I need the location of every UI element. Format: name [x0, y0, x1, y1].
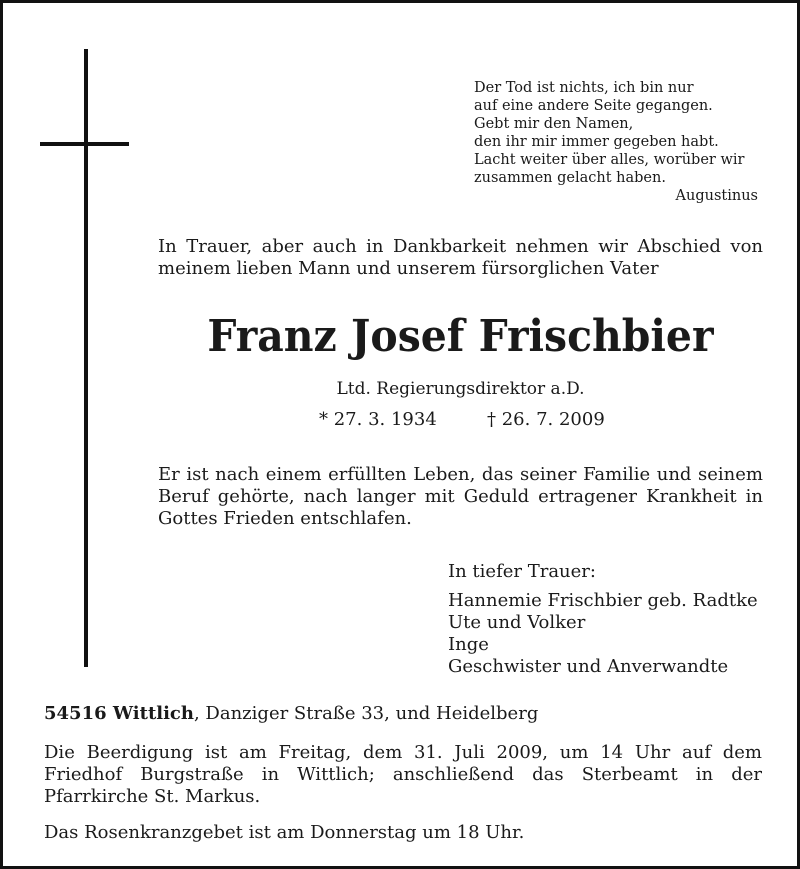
quote-line: Gebt mir den Namen, — [474, 116, 634, 132]
mourner-name: Geschwister und Anverwandte — [448, 656, 729, 677]
mourner-name: Hannemie Frischbier geb. Radtke — [448, 590, 758, 611]
deceased-name: Franz Josef Frischbier — [207, 311, 714, 362]
rosary-info: Das Rosenkranzgebet ist am Donnerstag um 18 Uhr. — [44, 822, 525, 843]
deceased-title: Ltd. Regierungsdirektor a.D. — [336, 379, 585, 399]
funeral-info: Die Beerdigung ist am Freitag, dem 31. Juli 2009, um 14 Uhr auf dem Friedhof Burgstraße in Wittlich; anschließend das Sterbeamt in der Pfarrkirche St. Markus. — [44, 742, 762, 807]
quote-line: den ihr mir immer gegeben habt. — [474, 134, 719, 150]
mourner-name: Ute und Volker — [448, 612, 586, 633]
mourners-heading: In tiefer Trauer: — [448, 561, 596, 582]
address-line — [44, 703, 764, 724]
address-rest: , Danziger Straße 33, und Heidelberg — [193, 703, 539, 724]
intro-text: In Trauer, aber auch in Dankbarkeit nehmen wir Abschied von meinem lieben Mann und unserem fürsorglichen Vater — [158, 236, 763, 279]
address-city: 54516 Wittlich — [44, 703, 194, 724]
body-text: Er ist nach einem erfüllten Leben, das seiner Familie und seinem Beruf gehörte, nach langer mit Geduld ertragener Krankheit in Gottes Frieden entschlafen. — [158, 464, 763, 529]
mourner-name: Inge — [448, 634, 489, 655]
death-date: † 26. 7. 2009 — [487, 409, 605, 430]
quote-line: Der Tod ist nichts, ich bin nur — [474, 80, 694, 96]
quote-line: zusammen gelacht haben. — [474, 170, 666, 186]
quote-author: Augustinus — [675, 188, 758, 204]
quote-block — [474, 79, 774, 205]
mourners-block — [448, 561, 768, 678]
quote-line: Lacht weiter über alles, worüber wir — [474, 152, 745, 168]
birth-date: * 27. 3. 1934 — [319, 409, 437, 430]
cross-icon-horizontal — [40, 142, 129, 146]
quote-line: auf eine andere Seite gegangen. — [474, 98, 713, 114]
